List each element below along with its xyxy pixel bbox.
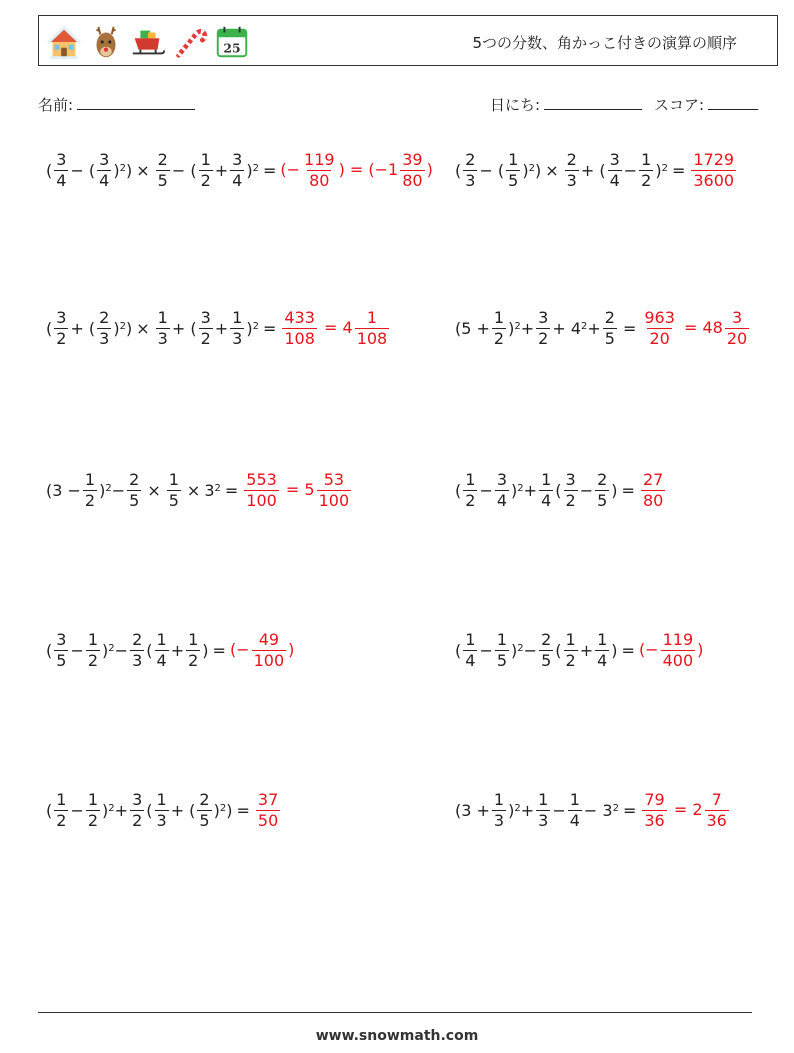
problem-9: ( $\frac{1}{2}$ − $\frac{1}{2}$ ) $^2$ + $\frac{3}{2}$ ( $\frac{1}{3}$ + ( $\frac{2}{5}$ ) $^2$ ) = $\frac{37}{50}$: [46, 789, 279, 830]
worksheet-title: 5つの分数、角かっこ付きの演算の順序: [472, 34, 737, 52]
problem-3: ( $\frac{3}{2}$ + ( $\frac{2}{3}$ ) $^2$ ) × $\frac{1}{3}$ + ( $\frac{3}{2}$ + $\frac{1}{3}$ ) $^2$ = $\frac{433}{108}$ = 4 $\frac{1}{108}$: [46, 307, 388, 348]
name-label: 名前:: [38, 96, 74, 114]
icon-strip: [45, 22, 251, 62]
date-label: 日にち:: [490, 96, 541, 114]
problem-4: (5 + $\frac{1}{2}$ ) $^2$ + $\frac{3}{2}$ + 4 $^2$ + $\frac{2}{5}$ = $\frac{963}{20}$ = 48 $\frac{3}{20}$: [455, 307, 748, 348]
date-line[interactable]: [544, 95, 642, 110]
name-line[interactable]: [77, 95, 195, 110]
name-field[interactable]: [38, 94, 195, 115]
score-line[interactable]: [708, 95, 758, 110]
candy-cane-icon: [171, 22, 209, 62]
calendar-25-icon: [213, 22, 251, 62]
calendar-day: 25: [223, 40, 241, 56]
problem-1: ( $\frac{3}{4}$ − ( $\frac{3}{4}$ ) $^2$ ) × $\frac{2}{5}$ − ( $\frac{1}{2}$ + $\frac{3}{4}$ ) $^2$ = (− $\frac{119}{80}$ ) = (−1 $\frac{39}{80}$ ): [46, 149, 433, 190]
score-field[interactable]: [654, 94, 758, 115]
footer-divider: [38, 1012, 752, 1013]
sleigh-icon: [129, 22, 167, 62]
problem-10: (3 + $\frac{1}{3}$ ) $^2$ + $\frac{1}{3}$ − $\frac{1}{4}$ − 3 $^2$ = $\frac{79}{36}$ = 2 $\frac{7}{36}$: [455, 789, 727, 830]
problem-2: ( $\frac{2}{3}$ − ( $\frac{1}{5}$ ) $^2$ ) × $\frac{2}{3}$ + ( $\frac{3}{4}$ − $\frac{1}{2}$ ) $^2$ = $\frac{1729}{3600}$: [455, 149, 735, 190]
problem-8: ( $\frac{1}{4}$ − $\frac{1}{5}$ ) $^2$ − $\frac{2}{5}$ ( $\frac{1}{2}$ + $\frac{1}{4}$ ) = (− $\frac{119}{400}$ ): [455, 629, 704, 670]
date-field[interactable]: [490, 94, 642, 115]
score-label: スコア:: [654, 96, 705, 114]
problem-5: (3 − $\frac{1}{2}$ ) $^2$ − $\frac{2}{5}$ × $\frac{1}{5}$ × 3 $^2$ = $\frac{553}{100}$ = 5 $\frac{53}{100}$: [46, 469, 350, 510]
footer-url[interactable]: www.snowmath.com: [315, 1028, 479, 1044]
reindeer-icon: [87, 22, 125, 62]
house-icon: [45, 22, 83, 62]
problem-6: ( $\frac{1}{2}$ − $\frac{3}{4}$ ) $^2$ + $\frac{1}{4}$ ( $\frac{3}{2}$ − $\frac{2}{5}$ ) = $\frac{27}{80}$: [455, 469, 664, 510]
problem-7: ( $\frac{3}{5}$ − $\frac{1}{2}$ ) $^2$ − $\frac{2}{3}$ ( $\frac{1}{4}$ + $\frac{1}{2}$ ) = (− $\frac{49}{100}$ ): [46, 629, 295, 670]
header-box: [38, 15, 778, 66]
